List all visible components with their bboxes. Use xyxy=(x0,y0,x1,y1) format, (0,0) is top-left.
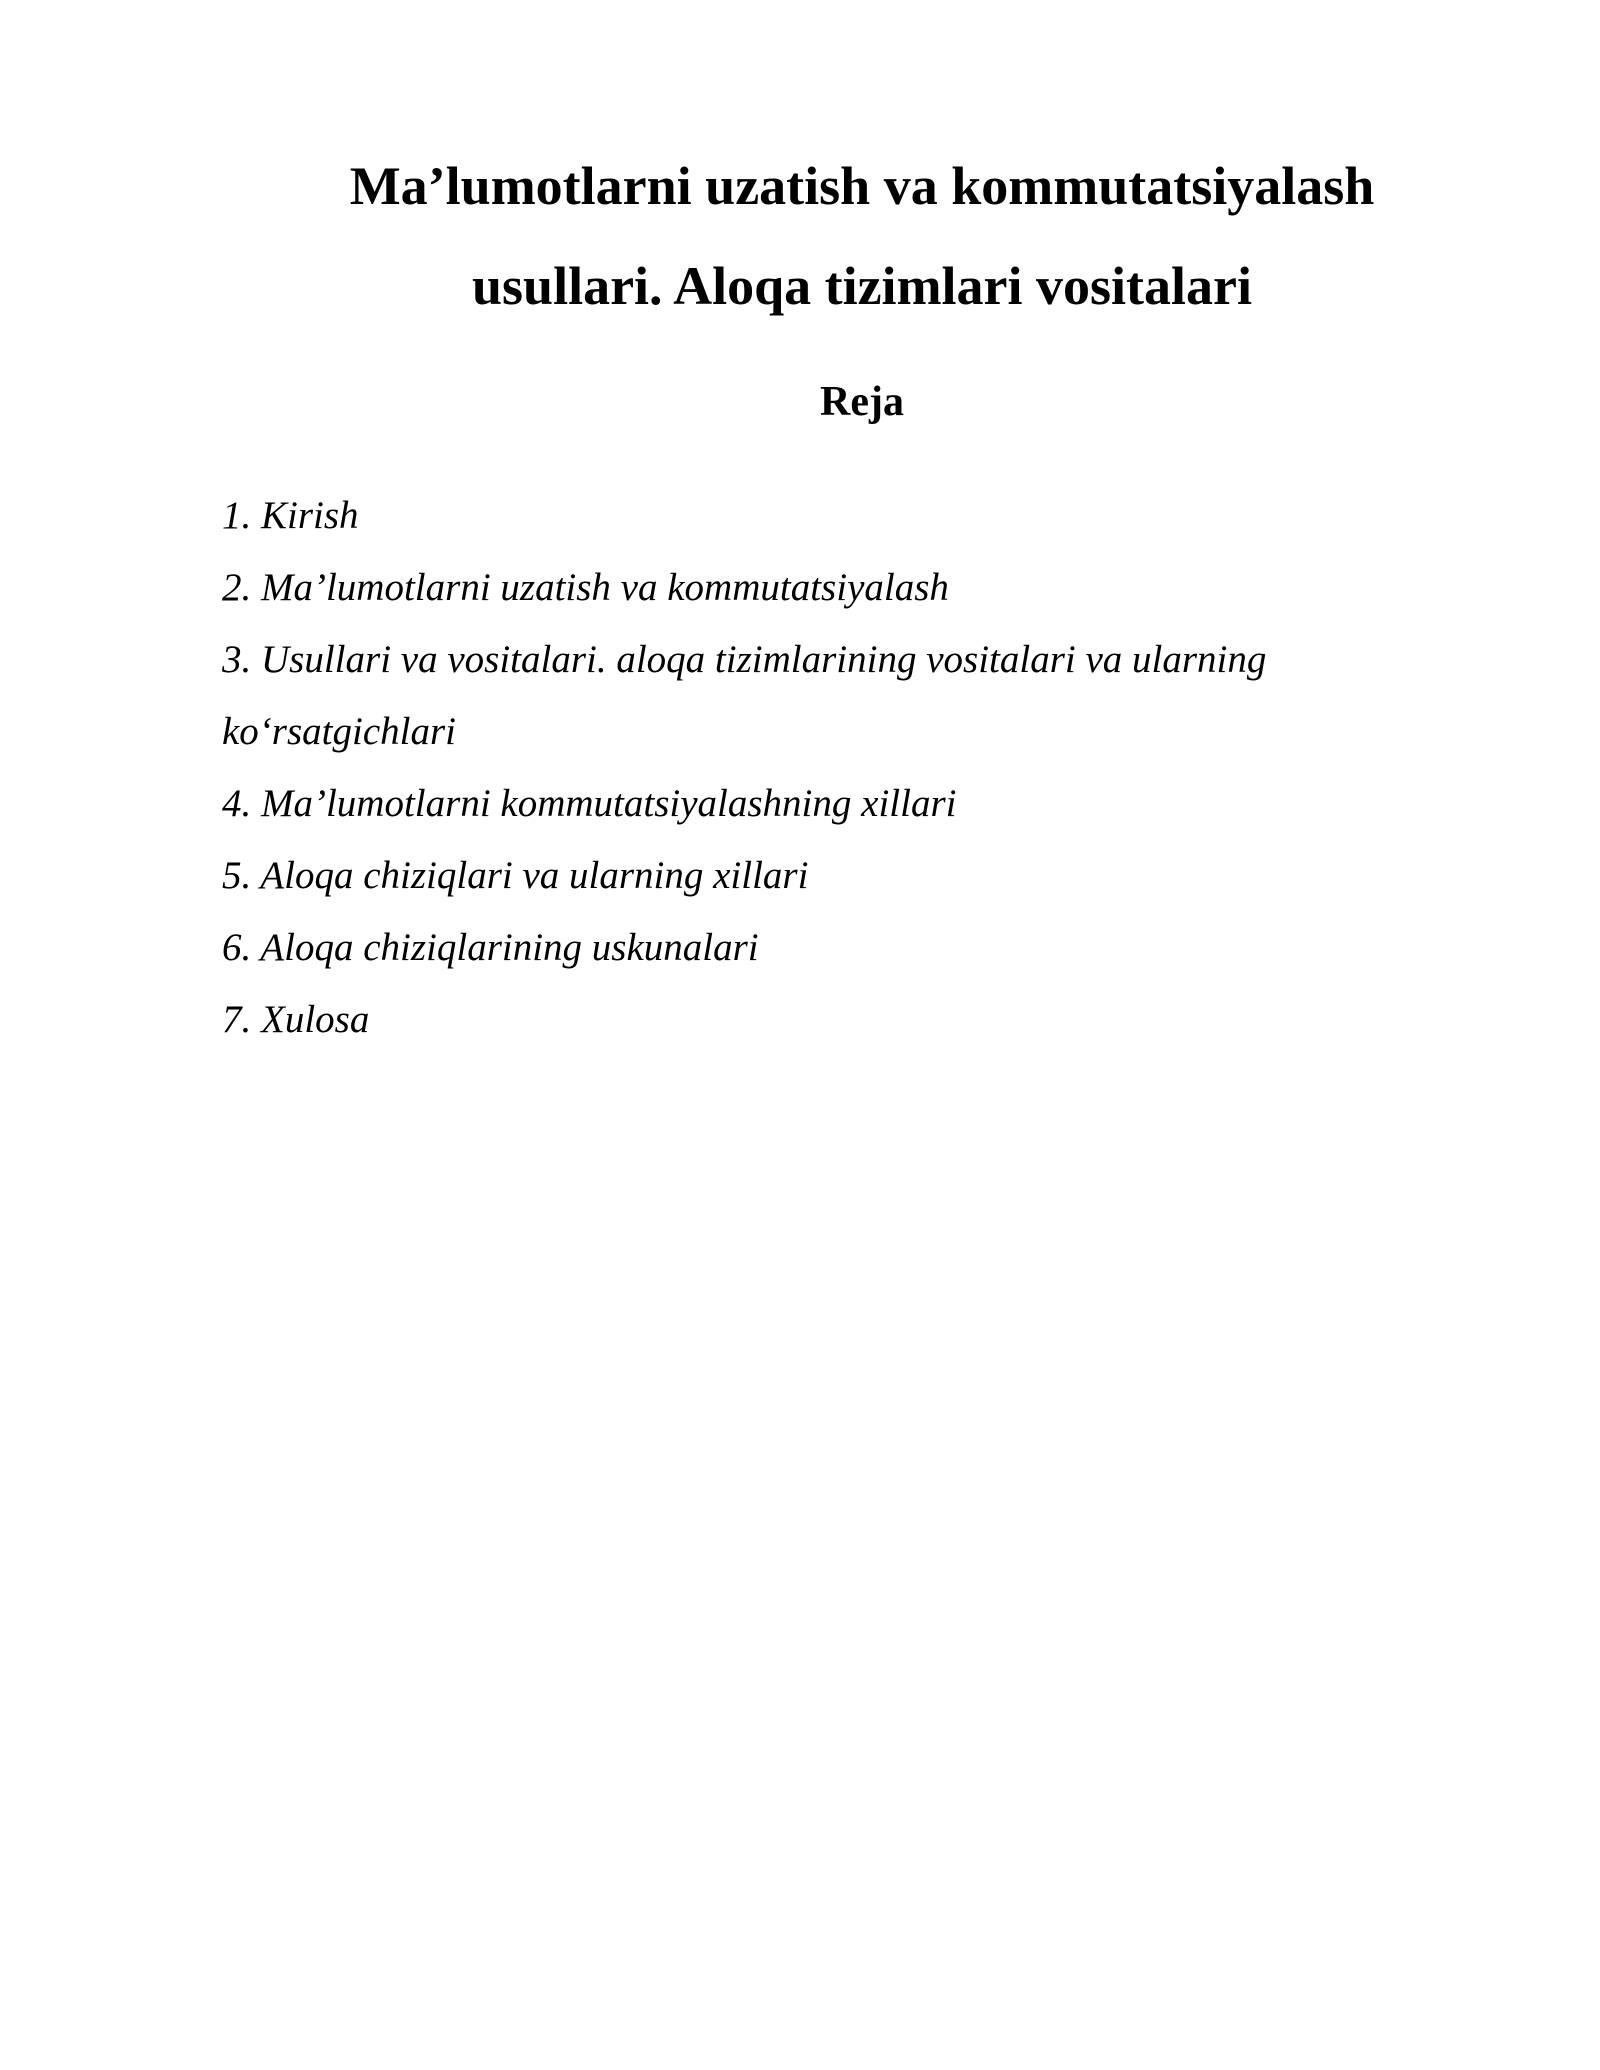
document-title xyxy=(222,136,1502,336)
plan-item-6: 6. Aloqa chiziqlarining uskunalari xyxy=(222,926,759,969)
plan-item-3: 3. Usullari va vositalari. aloqa tizimlarining vositalari va ularning ko‘rsatgichlari xyxy=(222,638,1267,753)
plan-item-7: 7. Xulosa xyxy=(222,998,370,1041)
document-title-line-2: usullari. Aloqa tizimlari vositalari xyxy=(472,256,1252,316)
plan-item-4: 4. Ma’lumotlarni kommutatsiyalashning xillari xyxy=(222,782,957,825)
plan-item-1: 1. Kirish xyxy=(222,494,359,537)
plan-item-2: 2. Ma’lumotlarni uzatish va kommutatsiyalash xyxy=(222,566,949,609)
plan-item-5: 5. Aloqa chiziqlari va ularning xillari xyxy=(222,854,809,897)
document-title-line-1: Ma’lumotlarni uzatish va kommutatsiyalash xyxy=(349,156,1375,216)
plan-list xyxy=(222,480,1382,1056)
plan-heading: Reja xyxy=(820,379,904,425)
